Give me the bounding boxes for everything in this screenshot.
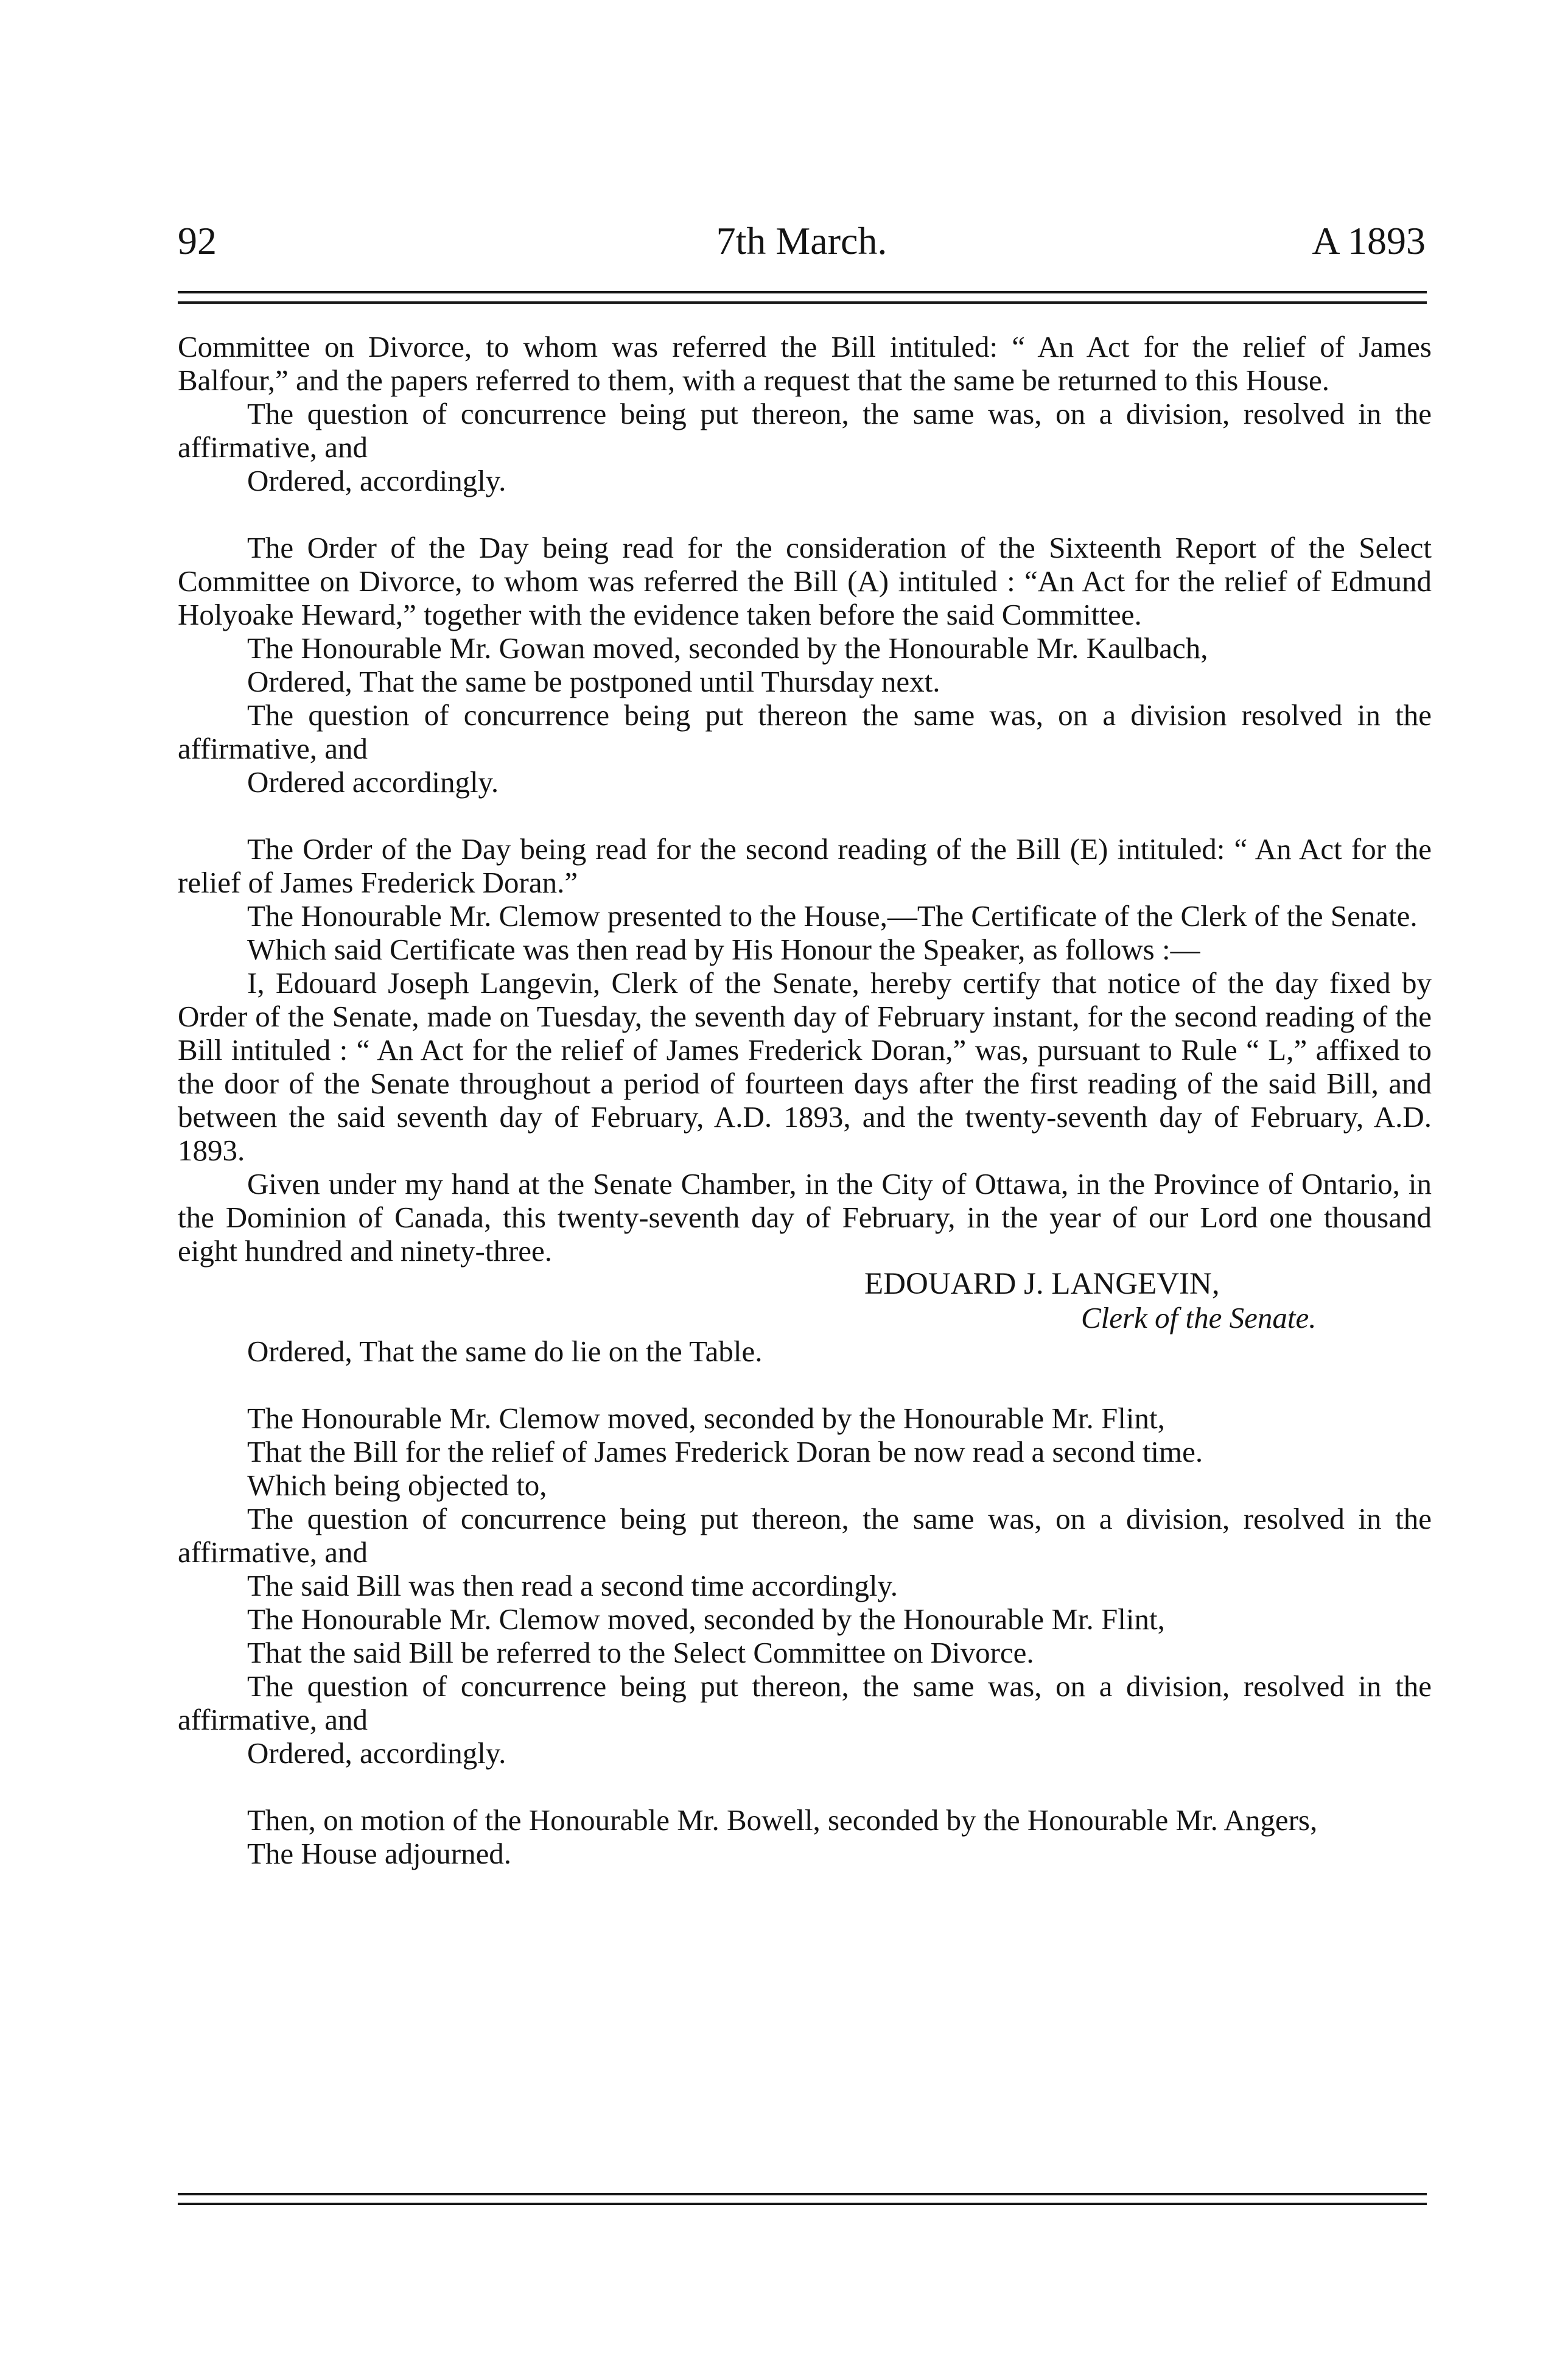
- paragraph: I, Edouard Joseph Langevin, Clerk of the Senate, hereby certify that notice of the day fixed by Order of the Senate, made on Tuesday, the seventh day of February instant, for the second reading of the Bill intituled : “ An Act for the relief of James Frederick Doran,” was, pursuant to Rule “ L,” affixed to the door of the Senate throughout a period of fourteen days after the first reading of the said Bill, and between the said seventh day of February, A.D. 1893, and the twenty-seventh day of February, A.D. 1893.: [178, 966, 1432, 1167]
- paragraph: The said Bill was then read a second time accordingly.: [247, 1569, 898, 1602]
- section-adjournment: [178, 1803, 1432, 1870]
- page-number: 92: [178, 219, 217, 262]
- page-date: 7th March.: [716, 219, 887, 262]
- section-doran-second-reading: [178, 1401, 1432, 1770]
- paragraph: Ordered, accordingly.: [247, 1736, 506, 1770]
- paragraph: Ordered accordingly.: [247, 765, 499, 799]
- section-balfour-bill: [178, 330, 1432, 497]
- paragraph: The Honourable Mr. Gowan moved, seconded by the Honourable Mr. Kaulbach,: [247, 631, 1208, 665]
- paragraph: The Order of the Day being read for the consideration of the Sixteenth Report of the Select Committee on Divorce, to whom was referred the Bill (A) intituled : “An Act for the relief of Edmund Holyoake Heward,” together with the evidence taken before the said Committee.: [178, 531, 1432, 631]
- section-heward-bill: [178, 531, 1432, 799]
- paragraph: Which said Certificate was then read by His Honour the Speaker, as follows :—: [247, 933, 1200, 966]
- paragraph: The question of concurrence being put thereon, the same was, on a division, resolved in the affirmative, and: [178, 1502, 1432, 1569]
- paragraph: The question of concurrence being put thereon, the same was, on a division, resolved in the affirmative, and: [178, 397, 1432, 464]
- paragraph: Committee on Divorce, to whom was referred the Bill intituled: “ An Act for the relief of James Balfour,” and the papers referred to them, with a request that the same be returned to this House.: [178, 330, 1432, 397]
- page-header: [178, 217, 1426, 265]
- paragraph: The Honourable Mr. Clemow moved, seconded by the Honourable Mr. Flint,: [247, 1401, 1165, 1435]
- paragraph: The question of concurrence being put thereon, the same was, on a division, resolved in the affirmative, and: [178, 1669, 1432, 1736]
- signature-name: EDOUARD J. LANGEVIN,: [864, 1267, 1220, 1301]
- paragraph: That the Bill for the relief of James Frederick Doran be now read a second time.: [247, 1435, 1203, 1468]
- paragraph: The question of concurrence being put thereon the same was, on a division resolved in the affirmative, and: [178, 698, 1432, 765]
- signature-title: Clerk of the Senate.: [1081, 1301, 1317, 1335]
- paragraph: Then, on motion of the Honourable Mr. Bowell, seconded by the Honourable Mr. Angers,: [247, 1803, 1318, 1837]
- footer-rule-top: [178, 2193, 1427, 2195]
- paragraph: Ordered, accordingly.: [247, 464, 506, 497]
- paragraph: Which being objected to,: [247, 1468, 547, 1502]
- paragraph: Given under my hand at the Senate Chamber, in the City of Ottawa, in the Province of Ontario, in the Dominion of Canada, this twenty-seventh day of February, in the year of our Lord one thousand eight hundred and ninety-three.: [178, 1167, 1432, 1268]
- signature-block: [178, 1268, 1432, 1335]
- paragraph: That the said Bill be referred to the Select Committee on Divorce.: [247, 1636, 1034, 1669]
- paragraph: The House adjourned.: [247, 1837, 512, 1870]
- page-body: [178, 330, 1432, 1904]
- footer-rule-bottom: [178, 2203, 1427, 2205]
- header-rule-top: [178, 291, 1427, 293]
- paragraph: The Order of the Day being read for the second reading of the Bill (E) intituled: “ An Act for the relief of James Frederick Doran.”: [178, 832, 1432, 899]
- paragraph: The Honourable Mr. Clemow moved, seconded by the Honourable Mr. Flint,: [247, 1602, 1165, 1636]
- paragraph: The Honourable Mr. Clemow presented to the House,—The Certificate of the Clerk of the Senate.: [247, 899, 1418, 933]
- paragraph: Ordered, That the same be postponed until Thursday next.: [247, 665, 940, 698]
- page-year: A 1893: [1312, 219, 1426, 262]
- section-doran-certificate: [178, 832, 1432, 1368]
- paragraph: Ordered, That the same do lie on the Table.: [247, 1335, 763, 1368]
- header-rule-bottom: [178, 301, 1427, 304]
